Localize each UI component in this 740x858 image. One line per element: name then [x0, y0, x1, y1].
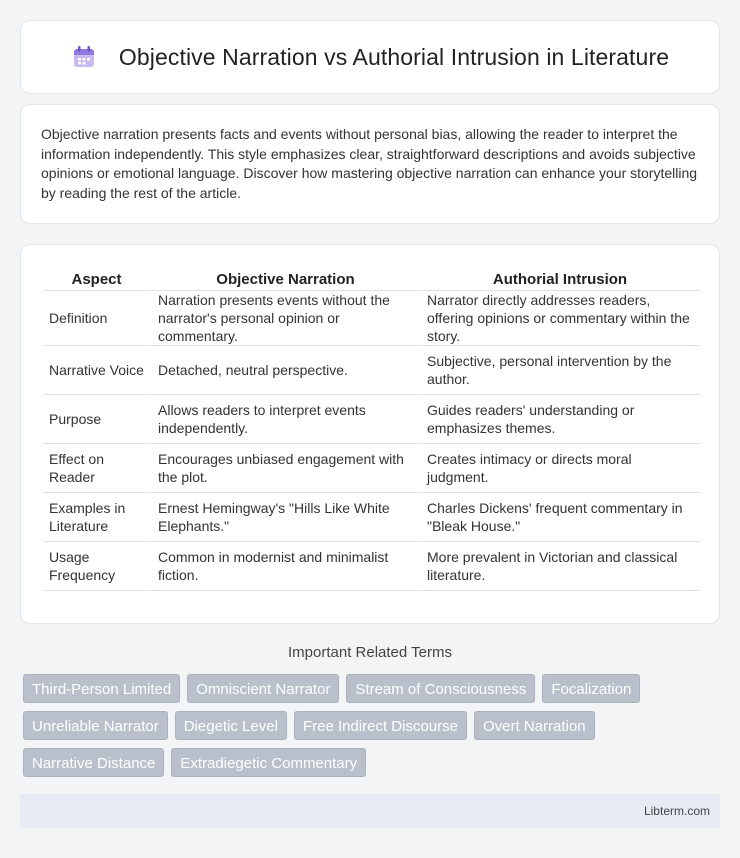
comparison-table	[43, 265, 699, 591]
row-objective: Detached, neutral perspective.	[150, 346, 419, 395]
table-header-row	[43, 265, 699, 291]
tag-narrative-distance[interactable]: Narrative Distance	[23, 748, 164, 777]
table-row	[43, 291, 699, 346]
calendar-icon	[71, 44, 97, 70]
table-row	[43, 493, 699, 542]
row-aspect: Examples in Literature	[43, 493, 150, 542]
row-aspect: Usage Frequency	[43, 542, 150, 591]
page-title: Objective Narration vs Authorial Intrusion in Literature	[118, 43, 670, 70]
header-aspect: Aspect	[43, 265, 150, 291]
row-authorial: Narrator directly addresses readers, offering opinions or commentary within the story.	[419, 291, 699, 346]
table-row	[43, 395, 699, 444]
header-authorial-intrusion: Authorial Intrusion	[419, 265, 699, 291]
tag-unreliable-narrator[interactable]: Unreliable Narrator	[23, 711, 168, 740]
title-card	[20, 20, 720, 94]
row-authorial: Charles Dickens' frequent commentary in "Bleak House."	[419, 493, 699, 542]
tag-overt-narration[interactable]: Overt Narration	[474, 711, 595, 740]
row-objective: Encourages unbiased engagement with the plot.	[150, 444, 419, 493]
tag-diegetic-level[interactable]: Diegetic Level	[175, 711, 287, 740]
tag-omniscient-narrator[interactable]: Omniscient Narrator	[187, 674, 339, 703]
tag-extradiegetic-commentary[interactable]: Extradiegetic Commentary	[171, 748, 366, 777]
row-objective: Common in modernist and minimalist fiction.	[150, 542, 419, 591]
row-objective: Narration presents events without the narrator's personal opinion or commentary.	[150, 291, 419, 346]
table-row	[43, 542, 699, 591]
footer	[20, 794, 720, 828]
intro-paragraph: Objective narration presents facts and events without personal bias, allowing the reader to interpret the information independently. This style emphasizes clear, straightforward descriptions and avoids subjective opinions or emotional language. Discover how mastering objective narration can enhance your storytelling by reading the rest of the article.	[41, 126, 698, 201]
header-objective-narration: Objective Narration	[150, 265, 419, 291]
related-terms-tags	[23, 674, 703, 777]
related-terms-heading: Important Related Terms	[288, 644, 452, 661]
comparison-table-card	[20, 244, 720, 624]
tag-free-indirect-discourse[interactable]: Free Indirect Discourse	[294, 711, 467, 740]
table-row	[43, 444, 699, 493]
footer-site-link[interactable]: Libterm.com	[643, 804, 710, 818]
tag-third-person-limited[interactable]: Third-Person Limited	[23, 674, 180, 703]
row-authorial: Subjective, personal intervention by the author.	[419, 346, 699, 395]
tag-focalization[interactable]: Focalization	[542, 674, 640, 703]
row-aspect: Narrative Voice	[43, 346, 150, 395]
row-authorial: More prevalent in Victorian and classical literature.	[419, 542, 699, 591]
row-authorial: Guides readers' understanding or emphasizes themes.	[419, 395, 699, 444]
table-row	[43, 346, 699, 395]
row-aspect: Effect on Reader	[43, 444, 150, 493]
row-authorial: Creates intimacy or directs moral judgment.	[419, 444, 699, 493]
intro-card	[20, 104, 720, 224]
row-aspect: Definition	[43, 291, 150, 346]
row-aspect: Purpose	[43, 395, 150, 444]
row-objective: Allows readers to interpret events independently.	[150, 395, 419, 444]
row-objective: Ernest Hemingway's "Hills Like White Elephants."	[150, 493, 419, 542]
tag-stream-of-consciousness[interactable]: Stream of Consciousness	[346, 674, 535, 703]
